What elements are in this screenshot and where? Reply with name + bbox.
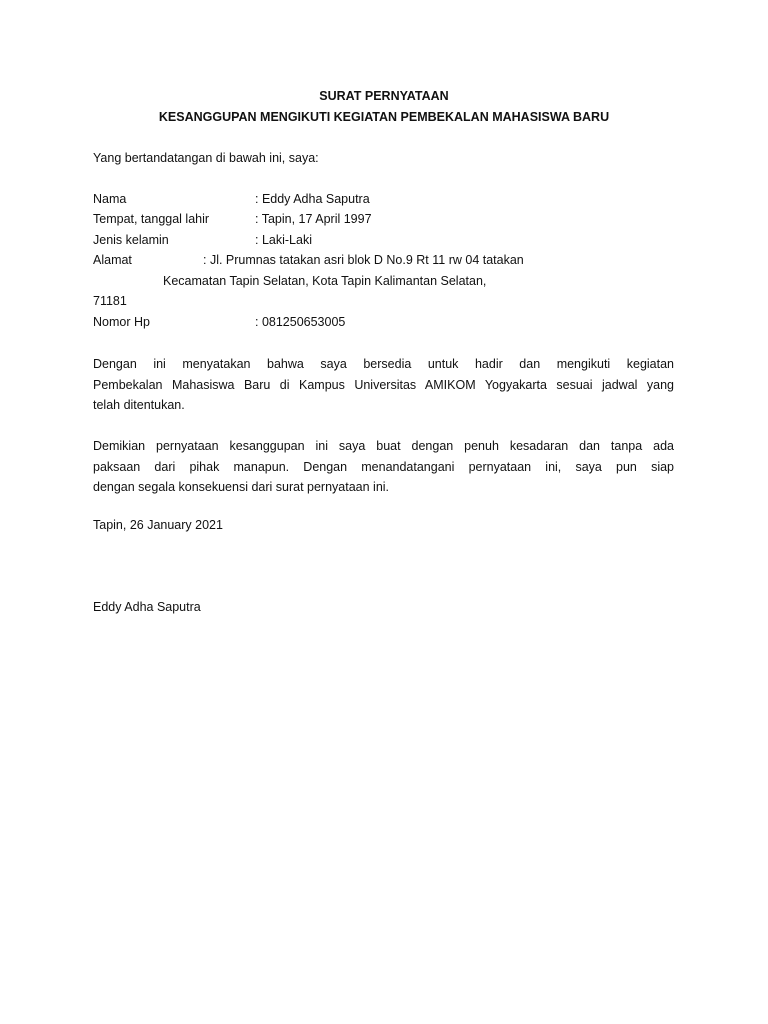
field-label-address: Alamat [93, 253, 132, 267]
paragraph-line: telah ditentukan. [93, 398, 185, 413]
field-value-address: : Jl. Prumnas tatakan asri blok D No.9 Rt 11 rw 04 tatakan [203, 253, 524, 267]
paragraph-line: Dengan ini menyatakan bahwa saya bersedia untuk hadir dan mengikuti kegiatan [93, 357, 674, 371]
paragraph-line: Pembekalan Mahasiswa Baru di Kampus Universitas AMIKOM Yogyakarta sesuai jadwal yang [93, 377, 674, 392]
field-value-address-line2: Kecamatan Tapin Selatan, Kota Tapin Kalimantan Selatan, [163, 274, 487, 288]
paragraph-line: dengan segala konsekuensi dari surat pernyataan ini. [93, 480, 390, 495]
field-label-ttl: Tempat, tanggal lahir [93, 212, 210, 226]
document-subtitle: KESANGGUPAN MENGIKUTI KEGIATAN PEMBEKALAN MAHASISWA BARU [158, 110, 610, 124]
field-value-postal-code: 71181 [93, 294, 127, 308]
place-date: Tapin, 26 January 2021 [93, 518, 223, 532]
field-value-phone: : 081250653005 [255, 315, 346, 329]
intro-text: Yang bertandatangan di bawah ini, saya: [93, 151, 319, 165]
document-title: SURAT PERNYATAAN [319, 89, 449, 103]
paragraph-line: Demikian pernyataan kesanggupan ini saya buat dengan penuh kesadaran dan tanpa ada [93, 439, 674, 453]
field-label-gender: Jenis kelamin [93, 233, 169, 247]
paragraph-line: paksaan dari pihak manapun. Dengan menandatangani pernyataan ini, saya pun siap [93, 459, 674, 474]
signatory-name: Eddy Adha Saputra [93, 600, 201, 614]
field-label-phone: Nomor Hp [93, 315, 150, 329]
field-value-nama: : Eddy Adha Saputra [255, 192, 370, 206]
statement-paragraph [93, 354, 674, 416]
closing-paragraph [93, 436, 674, 498]
field-value-ttl: : Tapin, 17 April 1997 [255, 212, 372, 226]
field-label-nama: Nama [93, 192, 127, 206]
field-value-gender: : Laki-Laki [255, 233, 312, 247]
